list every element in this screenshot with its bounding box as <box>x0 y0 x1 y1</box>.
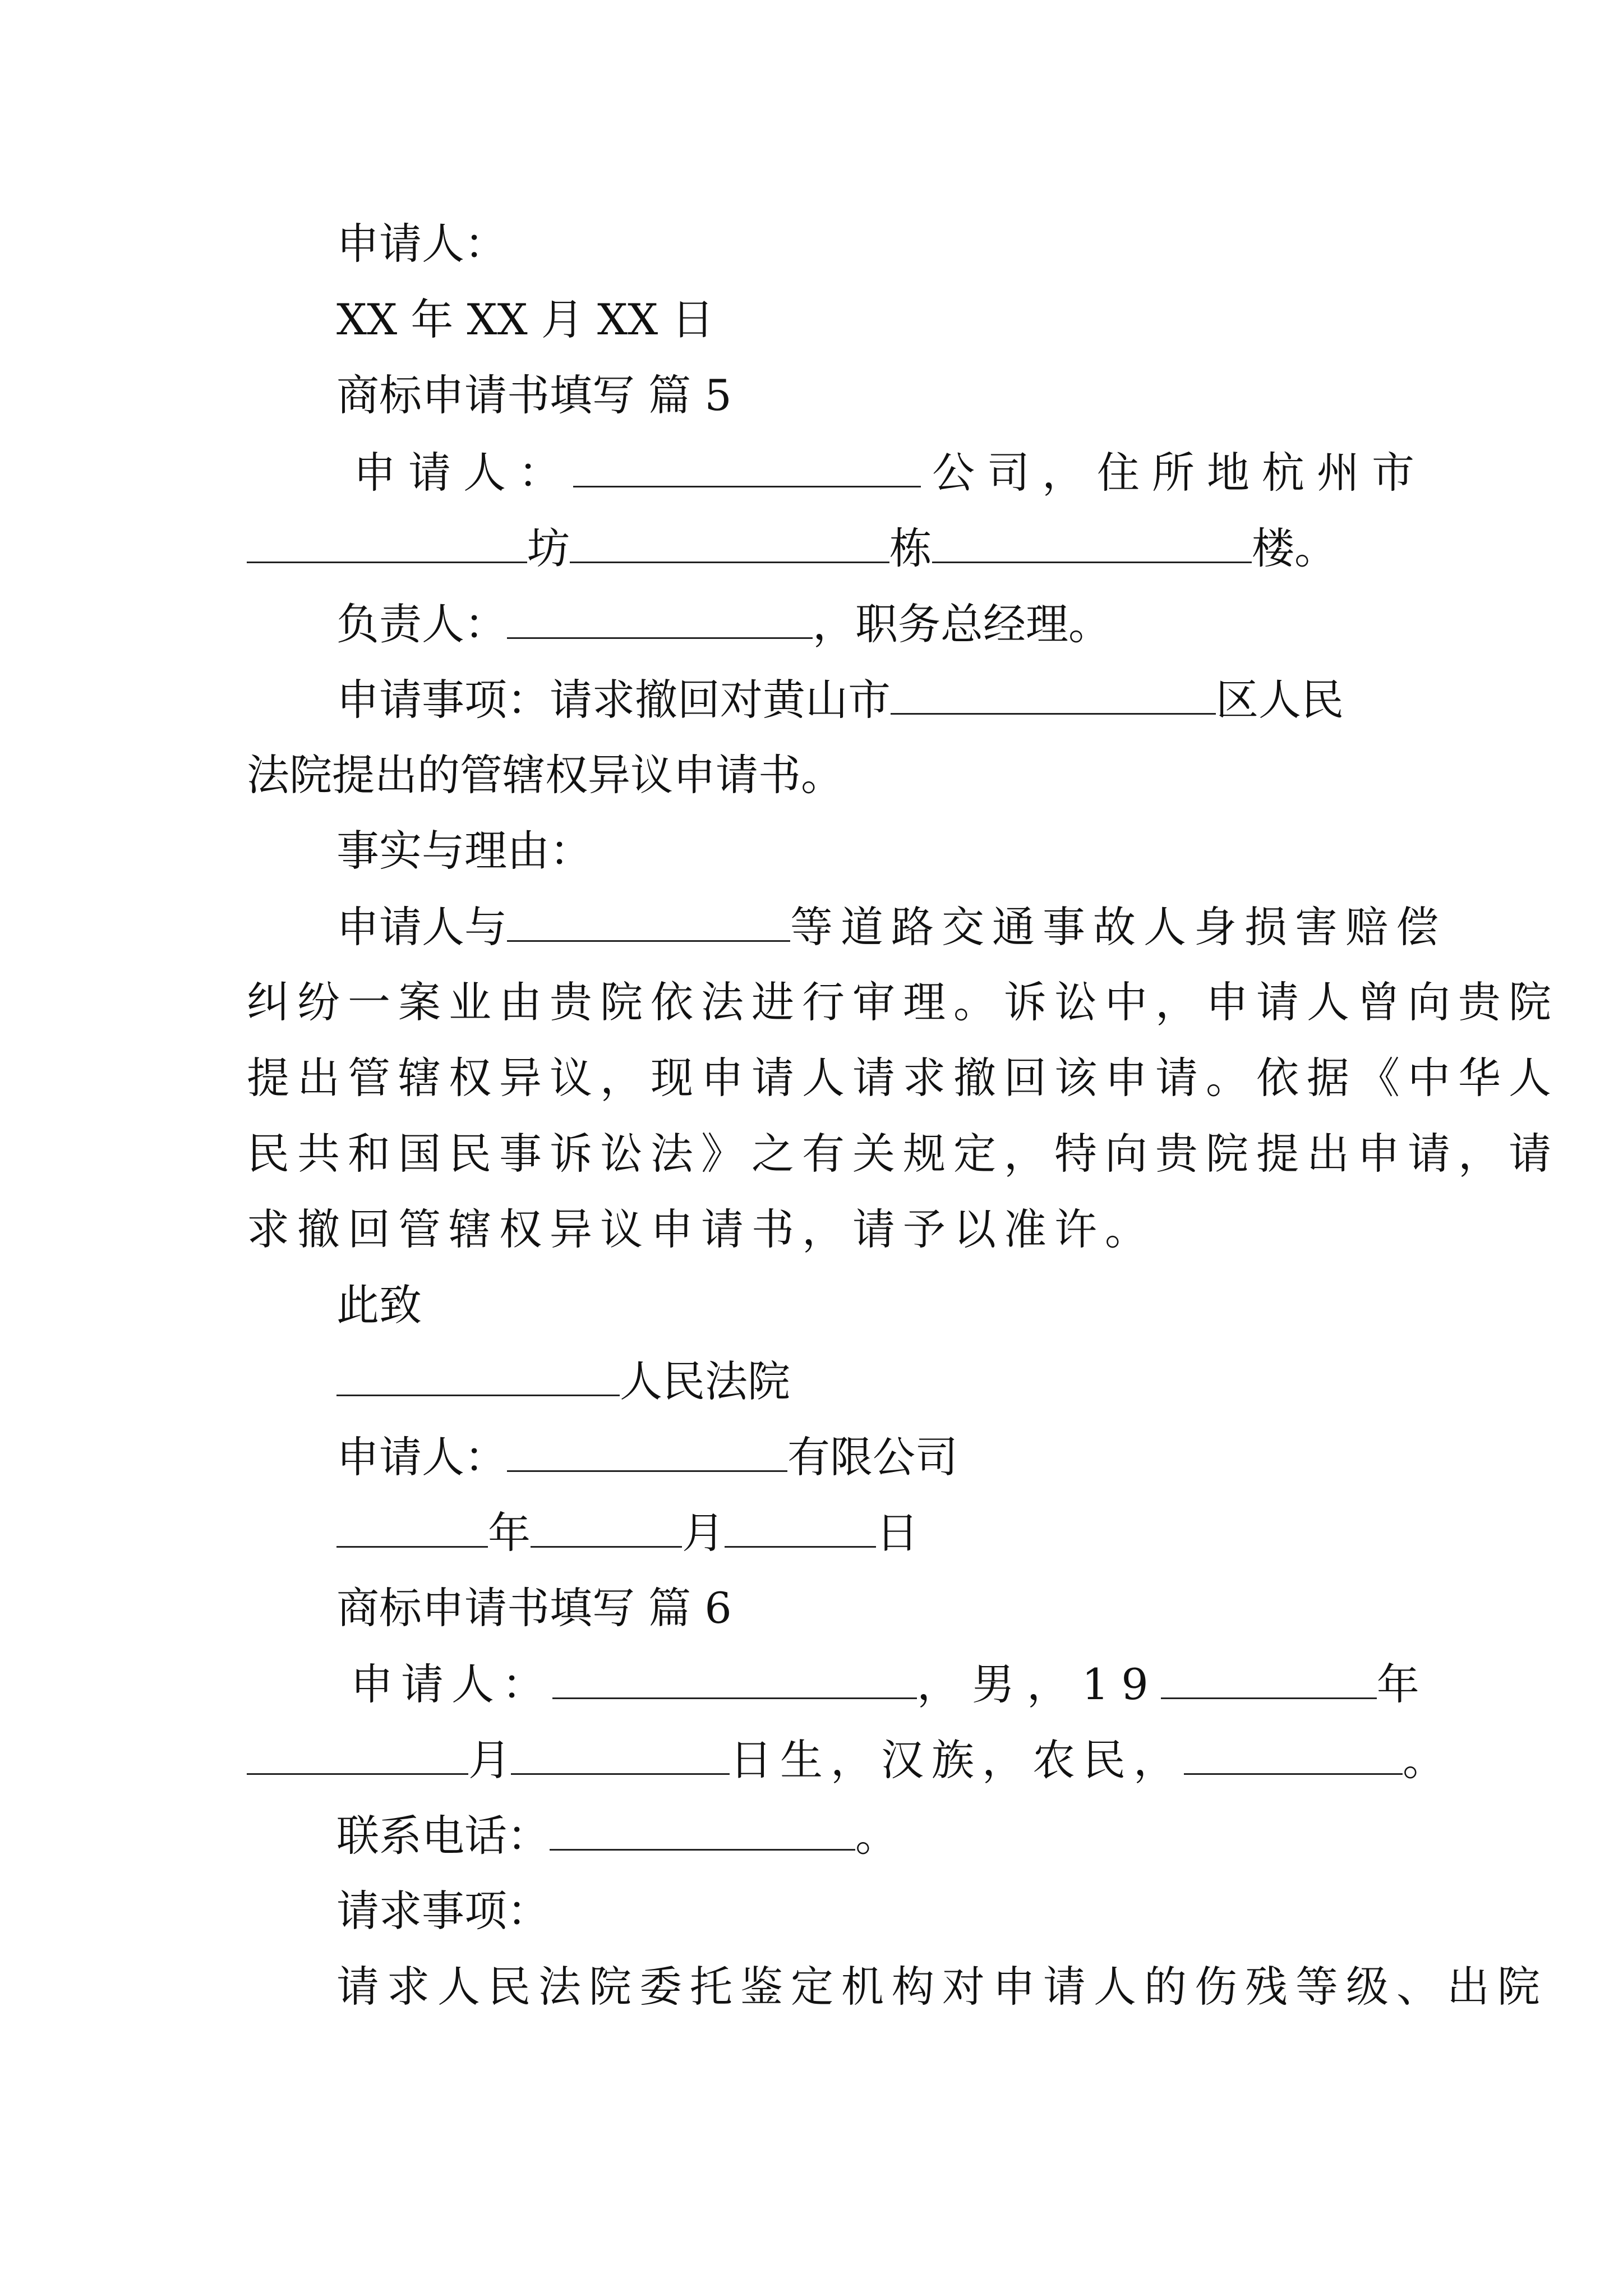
section-6-heading: 商标申请书填写 篇 6 <box>336 1583 732 1633</box>
blank-address-1 <box>247 520 527 563</box>
s5-court-line: 人民法院 <box>336 1353 790 1410</box>
blank-sign-company <box>507 1429 787 1472</box>
blank-birth-month <box>247 1732 468 1775</box>
s5-applicant-line: 申请人： 公司，住所地杭州市 <box>353 444 1427 501</box>
s6-phone-line: 联系电话： 。 <box>336 1807 898 1864</box>
blank-address-2 <box>570 520 889 563</box>
date-line <box>336 292 714 348</box>
s5-facts-label: 事实与理由： <box>336 826 592 876</box>
s5-address-line: 坊 栋 楼。 <box>247 520 1337 577</box>
applicant-label: 申请人： <box>336 219 507 269</box>
blank-address <box>1184 1732 1403 1775</box>
blank-phone <box>550 1807 855 1851</box>
s5-matter-line-2: 法院提出的管辖权异议申请书。 <box>247 750 843 800</box>
s5-facts-line-4: 民共和国民事诉讼法》之有关规定，特向贵院提出申请，请 <box>247 1129 1559 1179</box>
s5-responsible-line: 负责人： ，职务总经理。 <box>336 596 1111 652</box>
s5-zhizhi: 此致 <box>336 1280 422 1330</box>
s5-facts-line-5: 求撤回管辖权异议申请书，请予以准许。 <box>247 1204 1155 1254</box>
s5-sign-date-line: 年 月 日 <box>336 1504 919 1561</box>
s6-request-line-1: 请求人民法院委托鉴定机构对申请人的伤残等级、出院 <box>336 1962 1548 2012</box>
s6-birth-line: 月 日生，汉族，农民， 。 <box>247 1732 1445 1788</box>
s5-matter-line-1: 申请事项：请求撤回对黄山市 区人民 <box>336 671 1344 728</box>
blank-birth-day <box>511 1732 730 1775</box>
blank-company <box>573 444 921 487</box>
s6-applicant-line: 申请人： ，男，19 年 <box>351 1656 1419 1713</box>
blank-day <box>725 1504 876 1548</box>
s5-facts-line-1: 申请人与 等道路交通事故人身损害赔偿 <box>336 899 1446 955</box>
s5-facts-line-2: 纠纷一案业由贵院依法进行审理。诉讼中，申请人曾向贵院 <box>247 977 1559 1027</box>
blank-month <box>531 1504 682 1548</box>
blank-address-3 <box>932 520 1252 563</box>
blank-court <box>336 1353 620 1396</box>
section-5-heading: 商标申请书填写 篇 5 <box>336 370 732 420</box>
s5-sign-line: 申请人： 有限公司 <box>336 1429 958 1485</box>
blank-applicant-name <box>552 1656 917 1699</box>
s5-facts-line-3: 提出管辖权异议，现申请人请求撤回该申请。依据《中华人 <box>247 1053 1559 1103</box>
blank-responsible <box>507 596 813 639</box>
blank-year <box>336 1504 488 1548</box>
blank-birth-year <box>1161 1656 1377 1699</box>
blank-party <box>507 899 790 942</box>
blank-district <box>891 671 1216 715</box>
date-text: XX 年 XX 月 XX 日 <box>336 295 714 344</box>
applicant-signature-line <box>336 216 507 272</box>
s6-request-label: 请求事项： <box>336 1886 550 1936</box>
